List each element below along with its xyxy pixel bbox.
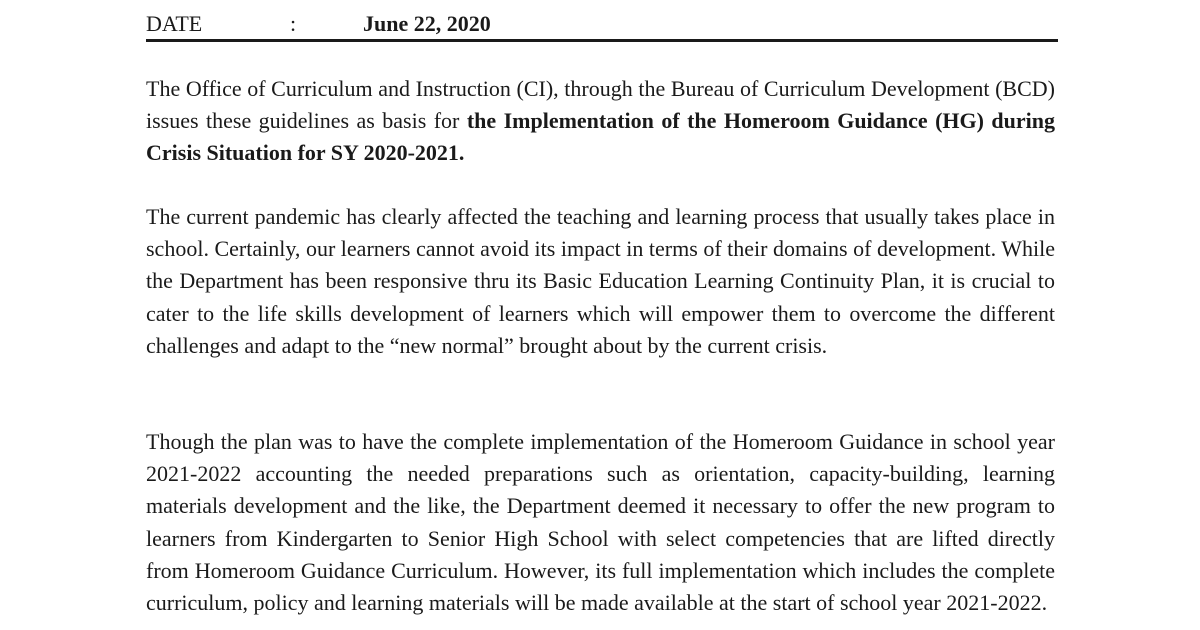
date-label: DATE (146, 11, 203, 36)
paragraph-pandemic: The current pandemic has clearly affected the teaching and learning process that usually takes place in school. Certainly, our learners cannot avoid its impact in terms of their domains of development. While the Department has been responsive thru its Basic Education Learning Continuity Plan, it is crucial to cater to the life skills development of learners which will empower them to overcome the different challenges and adapt to the “new normal” brought about by the current crisis. (146, 204, 1055, 358)
paragraph-intro-lead: The Office of Curriculum and Instruction (CI), through the Bureau of Curriculum Development (BCD) issues these guidelines as basis for (146, 76, 1055, 134)
paragraph-implementation: Though the plan was to have the complete implementation of the Homeroom Guidance in school year 2021-2022 accounting the needed preparations such as orientation, capacity-building, learning materials development and the like, the Department deemed it necessary to offer the new program to learners from Kindergarten to Senior High School with select competencies that are lifted directly from Homeroom Guidance Curriculum. However, its full implementation which includes the complete curriculum, policy and learning materials will be made available at the start of school year 2021-2022. (146, 429, 1055, 616)
date-value: June 22, 2020 (363, 11, 491, 36)
date-row (146, 10, 1058, 38)
header-divider (146, 39, 1058, 42)
paragraph-intro (146, 73, 1055, 170)
date-colon: : (290, 11, 297, 36)
paragraph-intro-emphasis: the Implementation of the Homeroom Guidance (HG) during Crisis Situation for SY 2020-2021. (146, 108, 1056, 166)
